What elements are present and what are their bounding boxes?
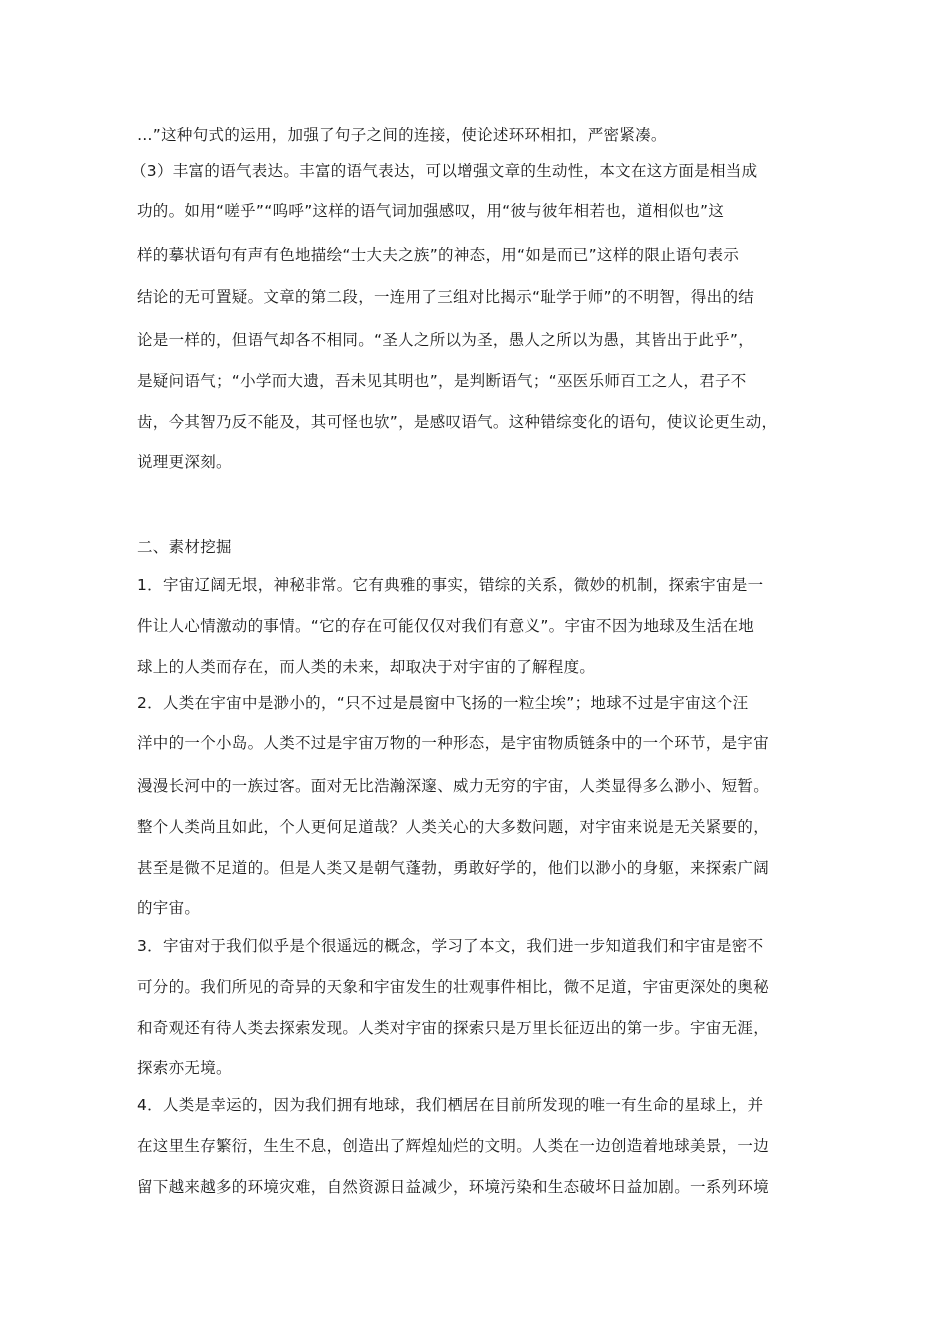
- paragraph-line: 是疑问语气；“小学而大遗，吾未见其明也”，是判断语气；“巫医乐师百工之人，君子不: [137, 372, 747, 390]
- paragraph-line: 结论的无可置疑。文章的第二段，一连用了三组对比揭示“耻学于师”的不明智，得出的结: [137, 288, 755, 306]
- paragraph-line: 甚至是微不足道的。但是人类又是朝气蓬勃，勇敢好学的，他们以渺小的身躯，来探索广阔: [137, 859, 770, 877]
- paragraph-line: 可分的。我们所见的奇异的天象和宇宙发生的壮观事件相比，微不足道，宇宙更深处的奥秘: [137, 978, 770, 996]
- paragraph-line: 2．人类在宇宙中是渺小的，“只不过是晨窗中飞扬的一粒尘埃”；地球不过是宇宙这个汪: [137, 694, 749, 712]
- paragraph-line: （3）丰富的语气表达。丰富的语气表达，可以增强文章的生动性，本文在这方面是相当成: [131, 162, 758, 180]
- paragraph-line: 留下越来越多的环境灾难，自然资源日益减少，环境污染和生态破坏日益加剧。一系列环境: [137, 1178, 770, 1196]
- paragraph-line: 洋中的一个小岛。人类不过是宇宙万物的一种形态，是宇宙物质链条中的一个环节，是宇宙: [137, 734, 770, 752]
- paragraph-line: 齿，今其智乃反不能及，其可怪也欤”，是感叹语气。这种错综变化的语句，使议论更生动，: [137, 413, 778, 431]
- paragraph-line: 和奇观还有待人类去探索发现。人类对宇宙的探索只是万里长征迈出的第一步。宇宙无涯，: [137, 1019, 770, 1037]
- paragraph-line: 3．宇宙对于我们似乎是个很遥远的概念，学习了本文，我们进一步知道我们和宇宙是密不: [137, 937, 764, 955]
- paragraph-line: 件让人心情激动的事情。“它的存在可能仅仅对我们有意义”。宇宙不因为地球及生活在地: [137, 617, 755, 635]
- paragraph-line: 整个人类尚且如此，个人更何足道哉？人类关心的大多数问题，对宇宙来说是无关紧要的，: [137, 818, 770, 836]
- section-heading: 二、素材挖掘: [137, 538, 232, 556]
- paragraph-line: 说理更深刻。: [137, 453, 232, 471]
- paragraph-line: 论是一样的，但语气却各不相同。“圣人之所以为圣，愚人之所以为愚，其皆出于此乎”，: [137, 331, 755, 349]
- paragraph-line: 探索亦无境。: [137, 1059, 232, 1077]
- paragraph-line: 的宇宙。: [137, 899, 201, 917]
- paragraph-line: 样的摹状语句有声有色地描绘“士大夫之族”的神态，用“如是而已”这样的限止语句表示: [137, 246, 740, 264]
- paragraph-line: …”这种句式的运用，加强了句子之间的连接，使论述环环相扣，严密紧凑。: [137, 126, 667, 144]
- paragraph-line: 1．宇宙辽阔无垠，神秘非常。它有典雅的事实，错综的关系，微妙的机制，探索宇宙是一: [137, 576, 764, 594]
- paragraph-line: 功的。如用“嗟乎”“呜呼”这样的语气词加强感叹，用“彼与彼年相若也，道相似也”这: [137, 202, 725, 220]
- paragraph-line: 球上的人类而存在，而人类的未来，却取决于对宇宙的了解程度。: [137, 658, 596, 676]
- paragraph-line: 4．人类是幸运的，因为我们拥有地球，我们栖居在目前所发现的唯一有生命的星球上，并: [137, 1096, 764, 1114]
- paragraph-line: 在这里生存繁衍，生生不息，创造出了辉煌灿烂的文明。人类在一边创造着地球美景，一边: [137, 1137, 770, 1155]
- paragraph-line: 漫漫长河中的一族过客。面对无比浩瀚深邃、威力无穷的宇宙，人类显得多么渺小、短暂。: [137, 777, 770, 795]
